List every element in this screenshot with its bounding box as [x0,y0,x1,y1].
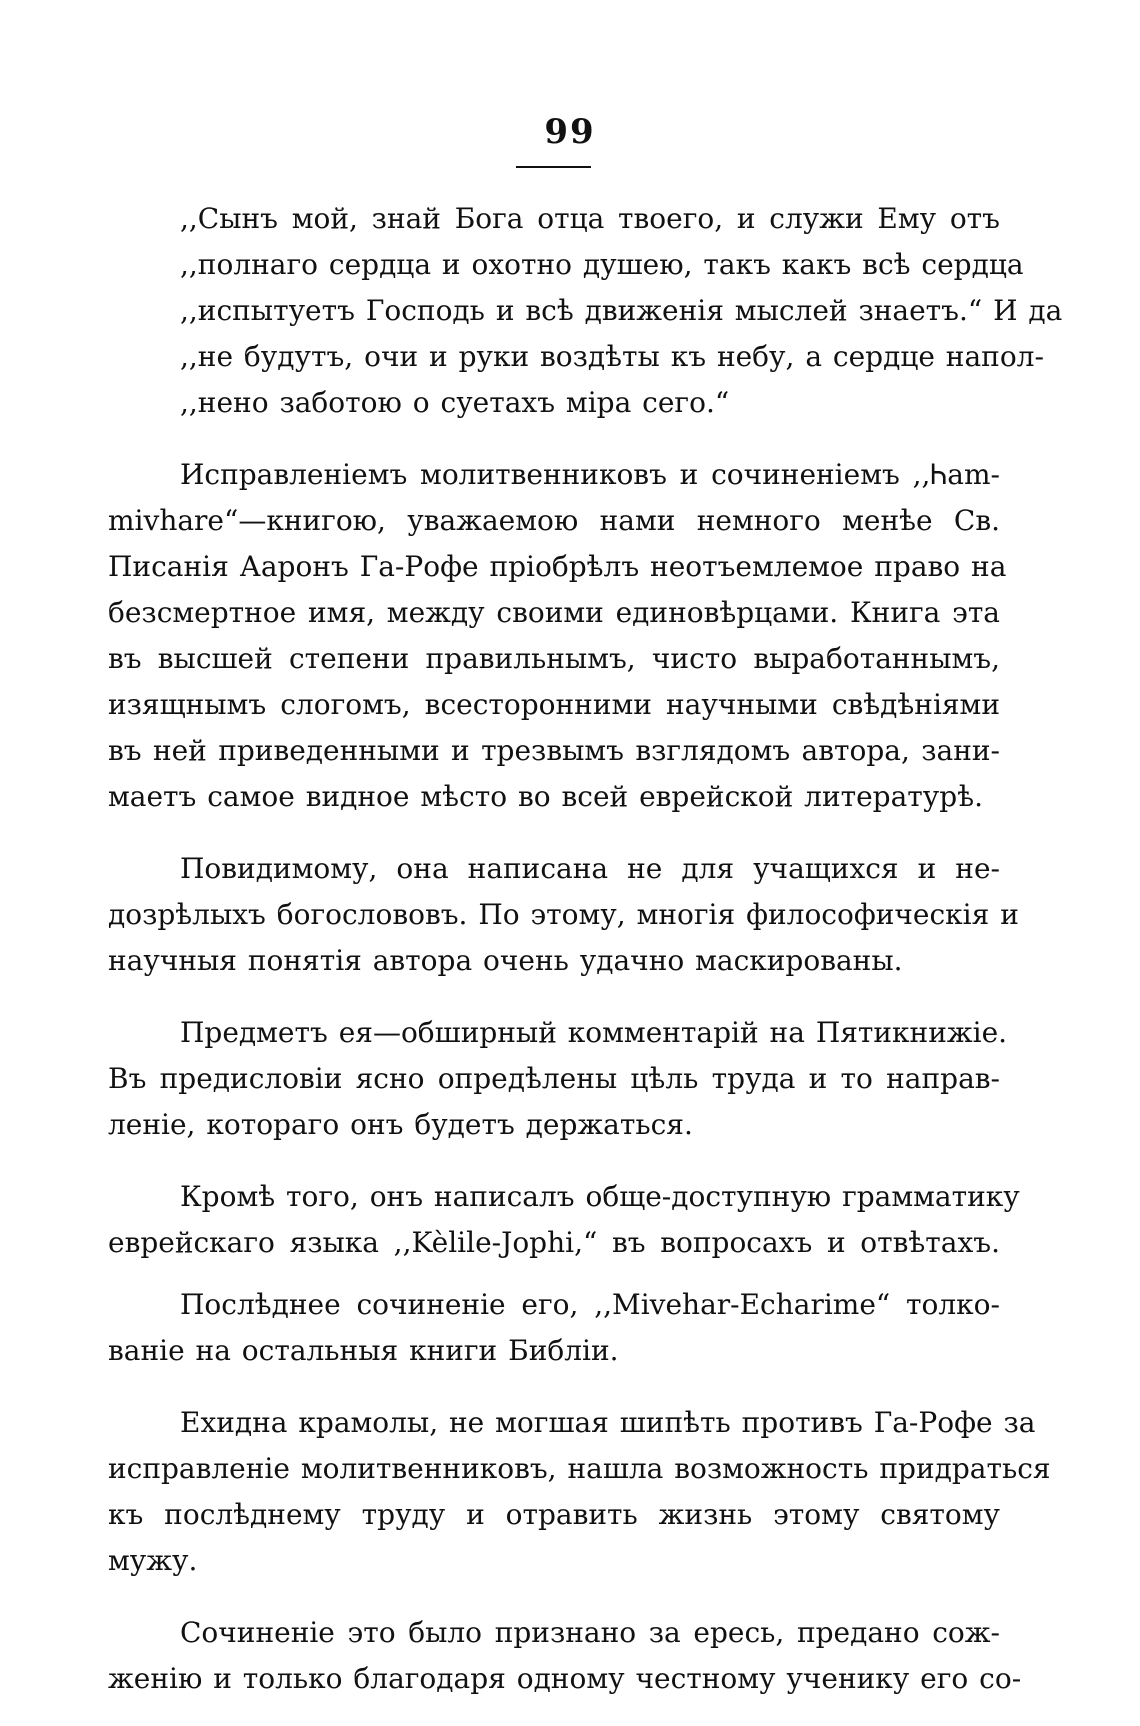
text-line: Предметъ ея—обширный комментарій на Пятикнижіе. [180,1016,1008,1049]
page-number-underline [516,166,591,168]
paragraph-5 [108,1174,1020,1266]
paragraph-4 [108,1010,1008,1148]
text-line: въ высшей степени правильнымъ, чисто выработаннымъ, [108,642,1000,675]
text-line: безсмертное имя, между своими единовѣрцами. Книга эта [108,596,1000,629]
body-text [108,196,1063,1702]
text-line: еврейскаго языка ,,Kèlile-Jophi,“ въ вопросахъ и отвѣтахъ. [108,1226,1000,1259]
text-line: mivhare“—книгою, уважаемою нами немного менѣе Св. [108,504,1000,537]
text-line: Послѣднее сочиненіе его, ,,Mivehar-Echarime“ толко- [180,1288,1000,1321]
text-line: Сочиненіе это было признано за ересь, предано сож- [180,1616,1000,1649]
text-line: изящнымъ слогомъ, всесторонними научными свѣдѣніями [108,688,1000,721]
text-line: Исправленіемъ молитвенниковъ и сочиненіемъ ,,Ꮒam- [180,458,1000,491]
text-line: дозрѣлыхъ богослововъ. По этому, многія философическія и [108,898,1019,931]
text-line: Въ предисловіи ясно опредѣлены цѣль труда и то направ- [108,1062,1000,1095]
page-number: 99 [544,112,596,152]
text-line: ,,испытуетъ Господь и всѣ движенія мыслей знаетъ.“ И да [180,294,1063,327]
text-line: маетъ самое видное мѣсто во всей еврейской литературѣ. [108,780,983,813]
text-line: Писанія Ааронъ Га-Рофе пріобрѣлъ неотъемлемое право на [108,550,1007,583]
paragraph-2 [108,452,1007,820]
paragraph-1 [108,196,1063,426]
text-line: ваніе на остальныя книги Библіи. [108,1334,619,1367]
text-line: Ехидна крамолы, не могшая шипѣть противъ Га-Рофе за [180,1406,1036,1439]
text-line: леніе, котораго онъ будетъ держаться. [108,1108,693,1141]
paragraph-8 [108,1610,1022,1702]
paragraph-3 [108,846,1019,984]
text-line: исправленіе молитвенниковъ, нашла возможность придраться [108,1452,1051,1485]
text-line: въ ней приведенными и трезвымъ взглядомъ автора, зани- [108,734,1000,767]
text-line: научныя понятія автора очень удачно маскированы. [108,944,903,977]
text-line: Кромѣ того, онъ написалъ обще-доступную грамматику [180,1180,1020,1213]
paragraph-6 [108,1282,1000,1374]
text-line: ,,полнаго сердца и охотно душею, такъ какъ всѣ сердца [180,248,1024,281]
text-line: ,,Сынъ мой, знай Бога отца твоего, и служи Ему отъ [180,202,1000,235]
text-line: къ послѣднему труду и отравить жизнь этому святому [108,1498,1000,1531]
text-line: мужу. [108,1544,198,1577]
text-line: женію и только благодаря одному честному ученику его со- [108,1662,1022,1695]
text-line: Повидимому, она написана не для учащихся и не- [180,852,1000,885]
text-line: ,,не будутъ, очи и руки воздѣты къ небу, а сердце напол- [180,340,1044,373]
paragraph-7 [108,1400,1051,1584]
text-line: ,,нено заботою о суетахъ міра сего.“ [180,386,730,419]
